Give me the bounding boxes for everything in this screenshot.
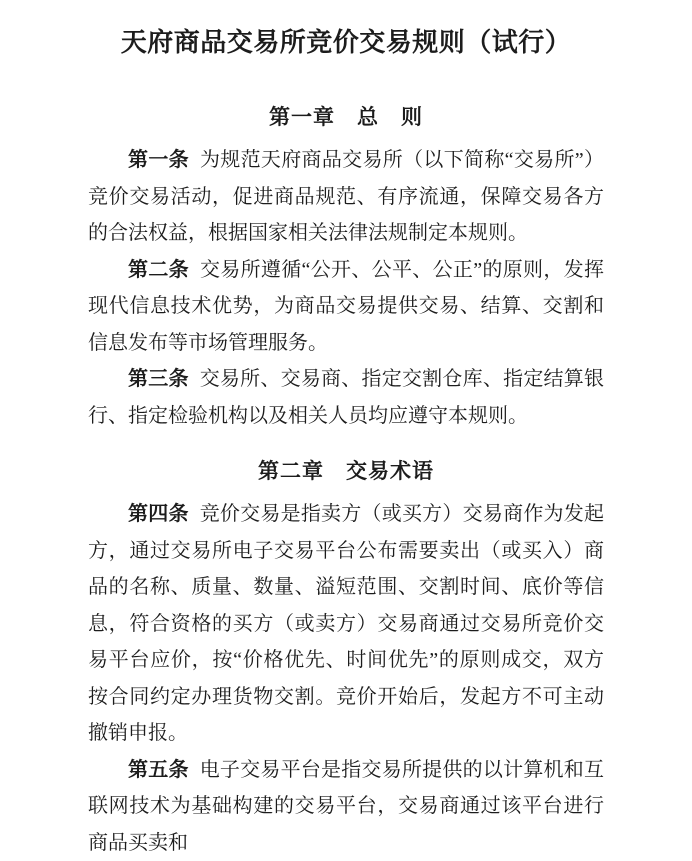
article-2-text: 交易所遵循“公开、公平、公正”的原则，发挥现代信息技术优势，为商品交易提供交易、结算、交割和信息发布等市场管理服务。 — [88, 259, 604, 354]
article-1 — [88, 142, 604, 252]
article-1-label: 第一条 — [128, 149, 189, 171]
article-5-text: 电子交易平台是指交易所提供的以计算机和互联网技术为基础构建的交易平台，交易商通过该平台进行商品买卖和 — [88, 759, 604, 854]
chapter-2-heading: 第二章 交易术语 — [88, 456, 604, 486]
chapter-2-section — [88, 456, 604, 861]
article-4-label: 第四条 — [128, 503, 189, 525]
article-2-label: 第二条 — [128, 259, 189, 281]
article-4-text: 竞价交易是指卖方（或买方）交易商作为发起方，通过交易所电子交易平台公布需要卖出（或买入）商品的名称、质量、数量、溢短范围、交割时间、底价等信息，符合资格的买方（或卖方）交易商通过交易所竞价交易平台应价，按“价格优先、时间优先”的原则成交，双方按合同约定办理货物交割。竞价开始后，发起方不可主动撤销申报。 — [88, 503, 604, 744]
chapter-1-section — [88, 102, 604, 434]
chapter-1-heading: 第一章 总 则 — [88, 102, 604, 132]
article-5-label: 第五条 — [128, 759, 189, 781]
article-1-text: 为规范天府商品交易所（以下简称“交易所”）竞价交易活动，促进商品规范、有序流通，保障交易各方的合法权益，根据国家相关法律法规制定本规则。 — [88, 149, 604, 244]
article-3 — [88, 361, 604, 434]
article-3-text: 交易所、交易商、指定交割仓库、指定结算银行、指定检验机构以及相关人员均应遵守本规则。 — [88, 368, 604, 427]
document-title: 天府商品交易所竞价交易规则（试行） — [88, 26, 604, 60]
article-2 — [88, 252, 604, 362]
article-5 — [88, 752, 604, 861]
article-4 — [88, 496, 604, 752]
article-3-label: 第三条 — [128, 368, 189, 390]
